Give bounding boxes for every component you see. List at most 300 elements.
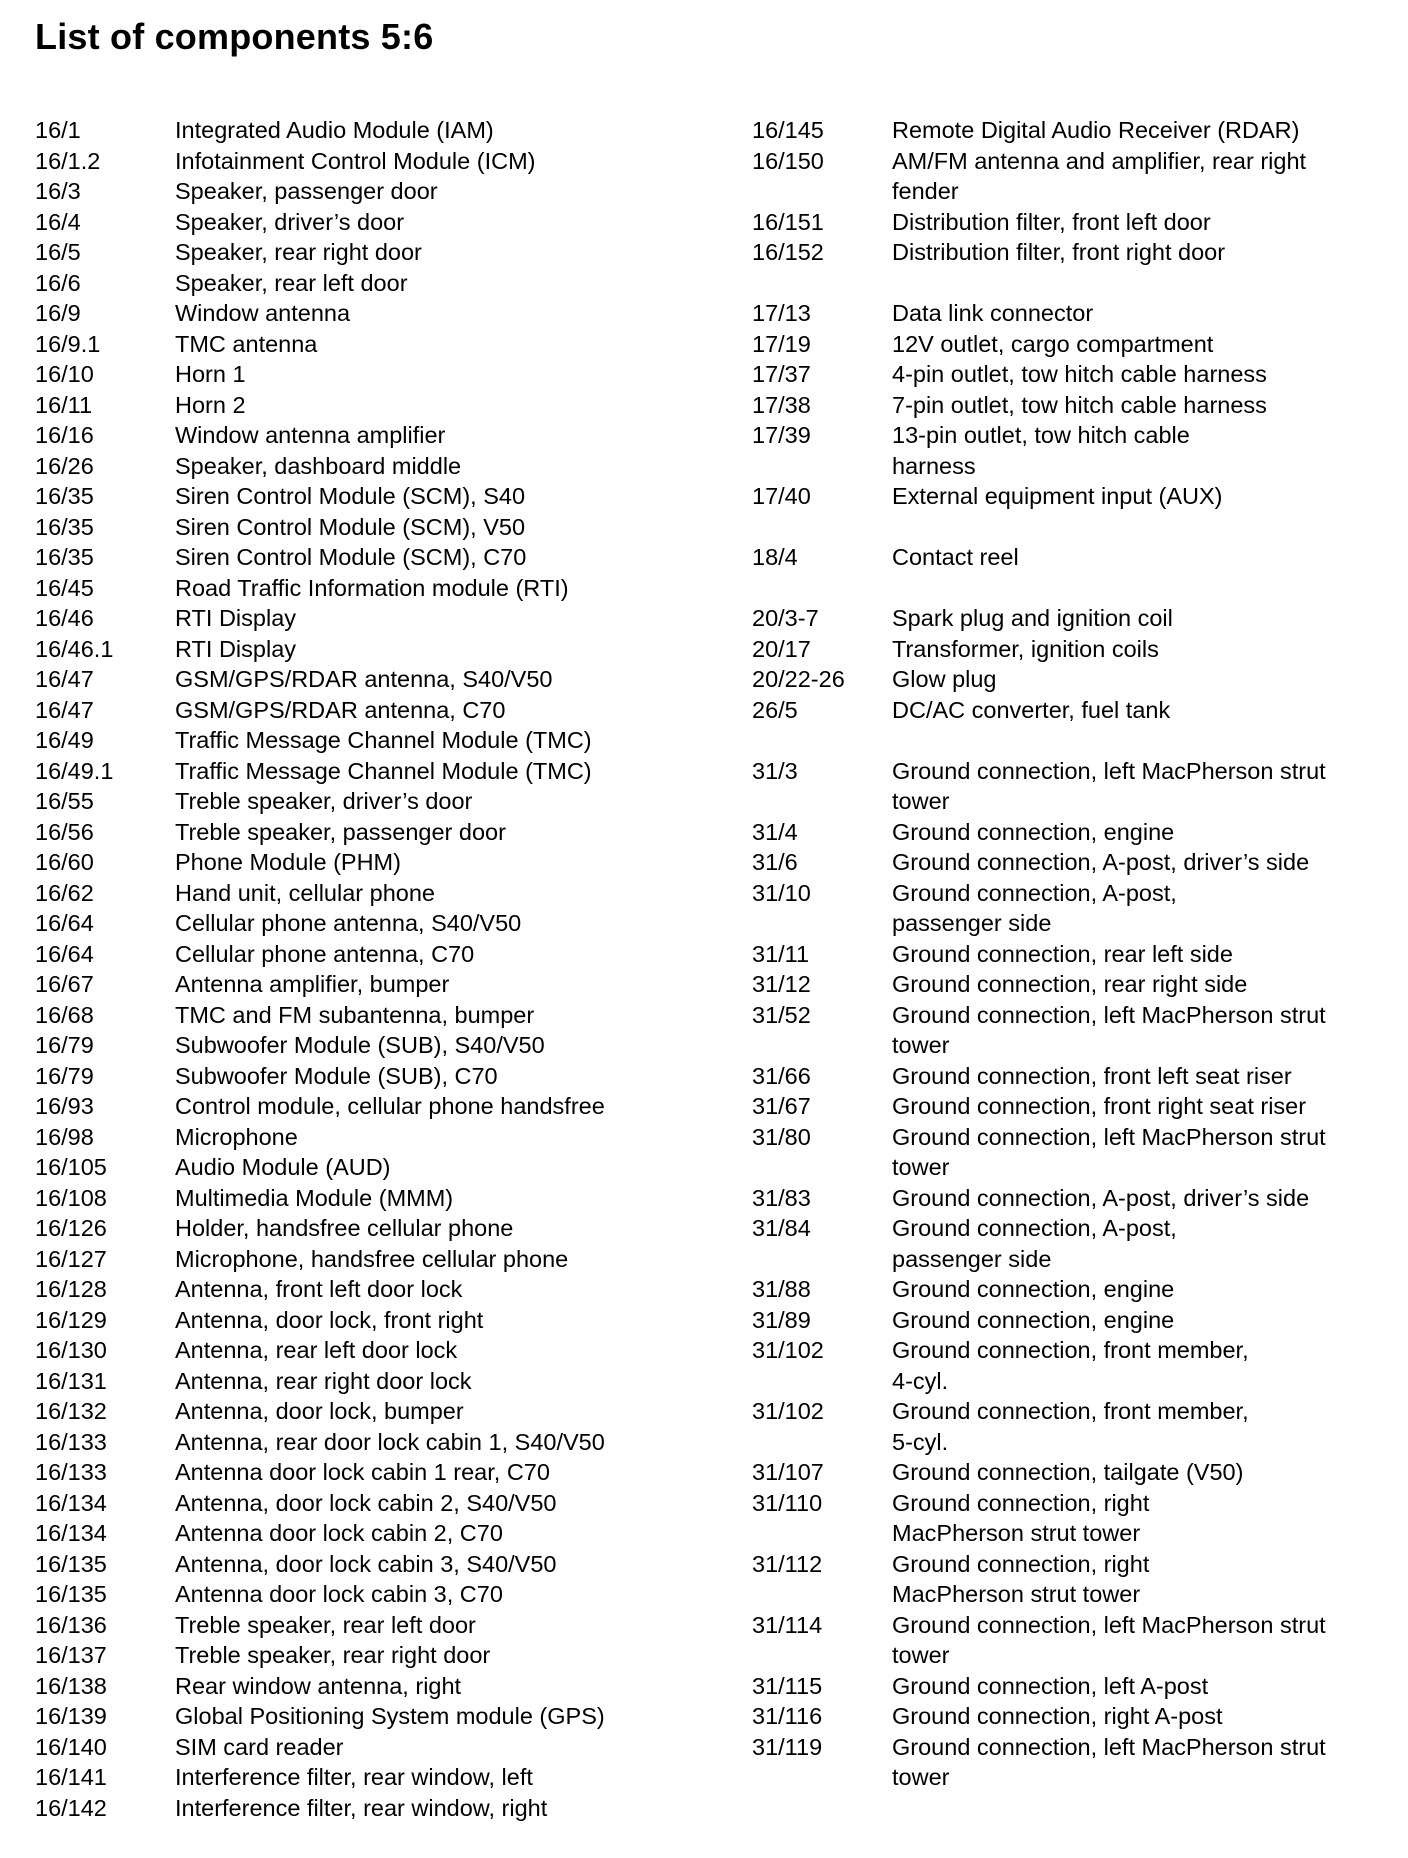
component-description: Antenna, rear right door lock [175, 1367, 472, 1394]
component-row-continuation [752, 908, 1392, 939]
component-code: 16/134 [35, 1520, 107, 1546]
component-description: Ground connection, rear right side [892, 971, 1248, 997]
component-code: 17/38 [752, 391, 811, 418]
component-row [752, 1061, 1392, 1092]
component-code: 16/62 [35, 879, 94, 906]
component-code: 16/98 [35, 1123, 94, 1150]
component-row [35, 1213, 695, 1244]
component-row [752, 1457, 1392, 1488]
component-description: Ground connection, left MacPherson strut [892, 1123, 1326, 1150]
component-row [35, 1122, 695, 1153]
component-description: Window antenna [175, 300, 351, 326]
component-code: 16/16 [35, 422, 94, 448]
component-description: Audio Module (AUD) [175, 1154, 391, 1180]
component-code: 16/47 [35, 696, 94, 723]
component-description: Microphone, handsfree cellular phone [175, 1245, 569, 1272]
component-row [35, 268, 695, 299]
component-row [752, 1213, 1392, 1244]
component-code: 31/10 [752, 879, 811, 906]
component-row-continuation [752, 1762, 1392, 1793]
component-row [35, 146, 695, 177]
component-row-continuation [752, 1030, 1392, 1061]
component-row [35, 420, 695, 451]
component-row [35, 1610, 695, 1641]
component-code: 16/135 [35, 1550, 107, 1577]
component-description: Speaker, dashboard middle [175, 452, 462, 479]
component-description: Remote Digital Audio Receiver (RDAR) [892, 117, 1300, 143]
component-row [752, 969, 1392, 1000]
component-row [35, 878, 695, 909]
component-code: 31/80 [752, 1123, 811, 1150]
component-code [752, 1579, 892, 1610]
component-row [752, 817, 1392, 848]
page-title: List of components 5:6 [35, 16, 434, 57]
component-code: 16/132 [35, 1398, 107, 1424]
component-code: 20/17 [752, 635, 811, 662]
component-description: Antenna, door lock, front right [175, 1306, 484, 1333]
component-description: Antenna, door lock, bumper [175, 1398, 464, 1424]
component-description: Ground connection, left MacPherson strut [892, 1611, 1326, 1638]
component-code [752, 176, 892, 207]
component-row [35, 1091, 695, 1122]
component-code: 31/11 [752, 940, 810, 967]
component-description: Global Positioning System module (GPS) [175, 1703, 605, 1729]
component-row [35, 1427, 695, 1458]
component-row-continuation [752, 1427, 1392, 1458]
component-code: 16/26 [35, 452, 94, 479]
component-row [752, 634, 1392, 665]
list-spacer [752, 512, 1392, 543]
component-description: Ground connection, rear left side [892, 940, 1233, 967]
component-description: Treble speaker, rear right door [175, 1642, 491, 1668]
component-description: External equipment input (AUX) [892, 483, 1223, 509]
component-description: Ground connection, right [892, 1489, 1150, 1516]
component-code: 17/40 [752, 483, 811, 509]
component-description: Antenna, rear left door lock [175, 1337, 458, 1363]
component-code: 16/134 [35, 1489, 107, 1516]
component-code: 16/47 [35, 666, 94, 692]
component-code: 31/102 [752, 1337, 824, 1363]
component-row [35, 207, 695, 238]
component-code: 31/3 [752, 757, 798, 784]
component-code: 16/1 [35, 117, 81, 143]
component-code: 16/55 [35, 788, 94, 814]
component-code: 17/19 [752, 330, 811, 357]
component-description: Treble speaker, rear left door [175, 1611, 476, 1638]
component-description: 4-pin outlet, tow hitch cable harness [892, 361, 1267, 387]
component-code: 16/151 [752, 208, 824, 235]
component-code: 16/5 [35, 239, 81, 265]
component-code: 16/150 [752, 147, 824, 174]
component-code: 31/88 [752, 1276, 811, 1302]
component-description: tower [892, 1642, 950, 1668]
component-description: tower [892, 1764, 950, 1790]
list-spacer [752, 573, 1392, 604]
component-description: Data link connector [892, 300, 1094, 326]
component-code: 31/114 [752, 1611, 823, 1638]
component-row-continuation [752, 1579, 1392, 1610]
component-description: Antenna amplifier, bumper [175, 971, 450, 997]
component-row [752, 1488, 1392, 1519]
component-code: 16/35 [35, 483, 94, 509]
component-description: Glow plug [892, 666, 997, 692]
component-description: Spark plug and ignition coil [892, 605, 1173, 631]
component-code: 16/93 [35, 1093, 94, 1119]
component-row [752, 1549, 1392, 1580]
component-description: Ground connection, tailgate (V50) [892, 1459, 1244, 1485]
component-row [35, 1549, 695, 1580]
component-row [35, 298, 695, 329]
component-code: 31/119 [752, 1733, 823, 1760]
component-row-continuation [752, 786, 1392, 817]
component-description: Interference filter, rear window, right [175, 1794, 548, 1821]
component-code: 16/64 [35, 910, 94, 936]
component-description: Ground connection, A-post, [892, 1215, 1177, 1241]
component-description: Ground connection, right [892, 1550, 1150, 1577]
component-row [752, 237, 1392, 268]
component-row [752, 1122, 1392, 1153]
component-description: Speaker, rear right door [175, 239, 422, 265]
component-code [752, 1152, 892, 1183]
component-description: Ground connection, engine [892, 1276, 1175, 1302]
component-code: 31/110 [752, 1489, 823, 1516]
component-code: 16/68 [35, 1001, 94, 1028]
component-description: RTI Display [175, 635, 297, 662]
component-code: 16/152 [752, 239, 824, 265]
component-code: 31/52 [752, 1001, 811, 1028]
component-row-continuation [752, 1640, 1392, 1671]
component-code: 16/126 [35, 1215, 107, 1241]
component-code: 20/3-7 [752, 605, 819, 631]
component-row [35, 1488, 695, 1519]
component-row [752, 481, 1392, 512]
component-row [35, 1762, 695, 1793]
component-row [35, 1671, 695, 1702]
component-description: Antenna door lock cabin 2, C70 [175, 1520, 503, 1546]
component-description: Subwoofer Module (SUB), C70 [175, 1062, 498, 1089]
component-code: 16/140 [35, 1733, 107, 1760]
component-row [35, 756, 695, 787]
component-row [35, 1732, 695, 1763]
component-description: Control module, cellular phone handsfree [175, 1093, 605, 1119]
component-row [35, 817, 695, 848]
component-description: 12V outlet, cargo compartment [892, 330, 1214, 357]
component-code: 16/10 [35, 361, 94, 387]
component-code: 16/60 [35, 849, 94, 875]
component-description: Contact reel [892, 544, 1019, 570]
component-description: Speaker, driver’s door [175, 208, 405, 235]
component-code: 16/131 [35, 1367, 107, 1394]
component-row [35, 603, 695, 634]
component-code: 16/79 [35, 1032, 94, 1058]
component-row [35, 939, 695, 970]
component-row [752, 603, 1392, 634]
component-row [35, 847, 695, 878]
component-code: 16/108 [35, 1184, 107, 1211]
component-row [35, 1305, 695, 1336]
component-code: 16/56 [35, 818, 94, 845]
component-description: TMC antenna [175, 330, 318, 357]
component-code [752, 1030, 892, 1061]
component-code: 16/133 [35, 1459, 107, 1485]
component-code: 16/4 [35, 208, 81, 235]
component-row [752, 1732, 1392, 1763]
component-description: Antenna, rear door lock cabin 1, S40/V50 [175, 1428, 605, 1455]
component-row [752, 115, 1392, 146]
component-list-right [752, 115, 1392, 1793]
component-code: 16/45 [35, 574, 94, 601]
component-code: 16/67 [35, 971, 94, 997]
component-description: Ground connection, A-post, driver’s side [892, 849, 1310, 875]
component-row [752, 1610, 1392, 1641]
component-row [35, 1030, 695, 1061]
component-code: 31/112 [752, 1550, 823, 1577]
component-description: Treble speaker, passenger door [175, 818, 506, 845]
component-description: Traffic Message Channel Module (TMC) [175, 757, 592, 784]
component-list-left [35, 115, 695, 1823]
component-description: passenger side [892, 1245, 1052, 1272]
component-row [752, 359, 1392, 390]
component-description: Horn 1 [175, 361, 246, 387]
component-row [35, 1701, 695, 1732]
component-code: 16/79 [35, 1062, 94, 1089]
component-code: 31/12 [752, 971, 811, 997]
component-description: GSM/GPS/RDAR antenna, S40/V50 [175, 666, 553, 692]
component-description: Ground connection, engine [892, 1306, 1175, 1333]
component-description: Holder, handsfree cellular phone [175, 1215, 514, 1241]
component-description: Ground connection, left MacPherson strut [892, 1001, 1326, 1028]
component-code: 17/39 [752, 422, 811, 448]
component-row [35, 969, 695, 1000]
component-code: 16/11 [35, 391, 93, 418]
list-spacer [752, 268, 1392, 299]
component-row-continuation [752, 1518, 1392, 1549]
component-description: Antenna door lock cabin 3, C70 [175, 1581, 503, 1607]
component-row [752, 298, 1392, 329]
component-row [752, 146, 1392, 177]
component-row [35, 176, 695, 207]
component-code: 16/141 [35, 1764, 107, 1790]
component-row [35, 1793, 695, 1824]
component-description: Subwoofer Module (SUB), S40/V50 [175, 1032, 545, 1058]
component-row [752, 1091, 1392, 1122]
component-code: 31/66 [752, 1062, 811, 1089]
component-description: Ground connection, A-post, driver’s side [892, 1184, 1310, 1211]
component-description: Cellular phone antenna, S40/V50 [175, 910, 522, 936]
component-row-continuation [752, 451, 1392, 482]
component-row [35, 695, 695, 726]
component-description: Infotainment Control Module (ICM) [175, 147, 536, 174]
component-description: Cellular phone antenna, C70 [175, 940, 475, 967]
component-description: Horn 2 [175, 391, 246, 418]
component-code: 16/64 [35, 940, 94, 967]
component-code [752, 1244, 892, 1275]
component-row [35, 1579, 695, 1610]
component-code: 16/46 [35, 605, 94, 631]
component-row [35, 512, 695, 543]
component-description: 5-cyl. [892, 1428, 949, 1455]
component-row [752, 847, 1392, 878]
component-description: Ground connection, A-post, [892, 879, 1177, 906]
component-description: Distribution filter, front right door [892, 239, 1226, 265]
component-code: 31/89 [752, 1306, 811, 1333]
component-description: Ground connection, front right seat riser [892, 1093, 1307, 1119]
component-description: Antenna door lock cabin 1 rear, C70 [175, 1459, 550, 1485]
component-code: 17/13 [752, 300, 811, 326]
component-description: Antenna, door lock cabin 3, S40/V50 [175, 1550, 557, 1577]
component-code [752, 1427, 892, 1458]
component-row [752, 756, 1392, 787]
component-code: 20/22-26 [752, 666, 845, 692]
component-description: tower [892, 1032, 950, 1058]
component-row [35, 1335, 695, 1366]
component-description: Speaker, passenger door [175, 178, 438, 204]
component-code: 16/9.1 [35, 330, 101, 357]
component-row [35, 786, 695, 817]
component-row [752, 1671, 1392, 1702]
component-row [35, 237, 695, 268]
component-code [752, 1762, 892, 1793]
component-code: 16/49.1 [35, 757, 114, 784]
component-code: 16/3 [35, 178, 81, 204]
component-code: 16/1.2 [35, 147, 101, 174]
component-code: 31/4 [752, 818, 798, 845]
component-code: 16/145 [752, 117, 824, 143]
component-code: 16/6 [35, 269, 81, 296]
component-code: 31/6 [752, 849, 798, 875]
component-row [35, 390, 695, 421]
component-row [35, 1457, 695, 1488]
component-code [752, 451, 892, 482]
component-row [752, 1000, 1392, 1031]
component-row-continuation [752, 1152, 1392, 1183]
component-description: Siren Control Module (SCM), V50 [175, 513, 526, 540]
component-description: GSM/GPS/RDAR antenna, C70 [175, 696, 506, 723]
component-code: 16/49 [35, 727, 94, 753]
component-description: Ground connection, left MacPherson strut [892, 1733, 1326, 1760]
component-code [752, 1640, 892, 1671]
component-code: 16/137 [35, 1642, 107, 1668]
component-row [35, 1000, 695, 1031]
component-description: Ground connection, front member, [892, 1398, 1249, 1424]
component-description: 4-cyl. [892, 1367, 949, 1394]
component-description: Multimedia Module (MMM) [175, 1184, 454, 1211]
component-code: 16/138 [35, 1672, 107, 1699]
component-description: Antenna, door lock cabin 2, S40/V50 [175, 1489, 557, 1516]
component-description: MacPherson strut tower [892, 1520, 1141, 1546]
component-row-continuation [752, 1244, 1392, 1275]
component-row [752, 420, 1392, 451]
component-row-continuation [752, 176, 1392, 207]
component-row [752, 1305, 1392, 1336]
component-description: Traffic Message Channel Module (TMC) [175, 727, 592, 753]
component-row [752, 390, 1392, 421]
component-code: 16/46.1 [35, 635, 114, 662]
component-code: 31/83 [752, 1184, 811, 1211]
component-row [35, 634, 695, 665]
component-row [752, 1396, 1392, 1427]
component-row [35, 1152, 695, 1183]
component-description: 7-pin outlet, tow hitch cable harness [892, 391, 1267, 418]
component-code [752, 908, 892, 939]
component-code: 31/107 [752, 1459, 824, 1485]
component-description: 13-pin outlet, tow hitch cable [892, 422, 1190, 448]
component-description: Interference filter, rear window, left [175, 1764, 533, 1790]
component-row [35, 359, 695, 390]
component-description: Distribution filter, front left door [892, 208, 1211, 235]
component-row [752, 207, 1392, 238]
component-row [35, 908, 695, 939]
component-description: Hand unit, cellular phone [175, 879, 435, 906]
component-code: 16/133 [35, 1428, 107, 1455]
component-description: TMC and FM subantenna, bumper [175, 1001, 535, 1028]
component-description: Transformer, ignition coils [892, 635, 1159, 662]
component-code: 31/67 [752, 1093, 811, 1119]
component-row [752, 1183, 1392, 1214]
component-code: 16/130 [35, 1337, 107, 1363]
component-code: 16/105 [35, 1154, 107, 1180]
component-description: Ground connection, right A-post [892, 1703, 1223, 1729]
component-description: SIM card reader [175, 1733, 344, 1760]
component-description: Ground connection, front member, [892, 1337, 1249, 1363]
component-code: 16/129 [35, 1306, 107, 1333]
component-description: Window antenna amplifier [175, 422, 446, 448]
component-code: 16/127 [35, 1245, 107, 1272]
component-description: tower [892, 788, 950, 814]
component-code: 16/142 [35, 1794, 107, 1821]
component-row [35, 542, 695, 573]
component-code: 16/9 [35, 300, 81, 326]
component-description: passenger side [892, 910, 1052, 936]
component-code: 31/115 [752, 1672, 823, 1699]
component-row [35, 725, 695, 756]
component-row [35, 115, 695, 146]
component-row [35, 573, 695, 604]
component-description: Ground connection, left A-post [892, 1672, 1209, 1699]
component-description: Phone Module (PHM) [175, 849, 401, 875]
component-description: RTI Display [175, 605, 297, 631]
component-row [35, 664, 695, 695]
component-row [752, 695, 1392, 726]
component-row [35, 481, 695, 512]
component-row [35, 329, 695, 360]
component-row-continuation [752, 1366, 1392, 1397]
component-row [35, 1274, 695, 1305]
component-description: Ground connection, front left seat riser [892, 1062, 1292, 1089]
component-row [35, 1366, 695, 1397]
component-description: Ground connection, engine [892, 818, 1175, 845]
component-description: Treble speaker, driver’s door [175, 788, 473, 814]
component-description: tower [892, 1154, 950, 1180]
component-description: AM/FM antenna and amplifier, rear right [892, 147, 1307, 174]
component-description: Siren Control Module (SCM), S40 [175, 483, 526, 509]
component-description: Siren Control Module (SCM), C70 [175, 544, 527, 570]
component-description: Rear window antenna, right [175, 1672, 462, 1699]
component-row [35, 1640, 695, 1671]
component-code: 31/116 [752, 1703, 823, 1729]
component-code: 31/102 [752, 1398, 824, 1424]
component-row [752, 1335, 1392, 1366]
component-row [35, 1518, 695, 1549]
component-row [752, 329, 1392, 360]
component-row [35, 1396, 695, 1427]
component-row [35, 1061, 695, 1092]
component-code: 16/136 [35, 1611, 107, 1638]
component-code: 16/35 [35, 513, 94, 540]
component-row [752, 1274, 1392, 1305]
component-row [752, 878, 1392, 909]
component-row [752, 939, 1392, 970]
